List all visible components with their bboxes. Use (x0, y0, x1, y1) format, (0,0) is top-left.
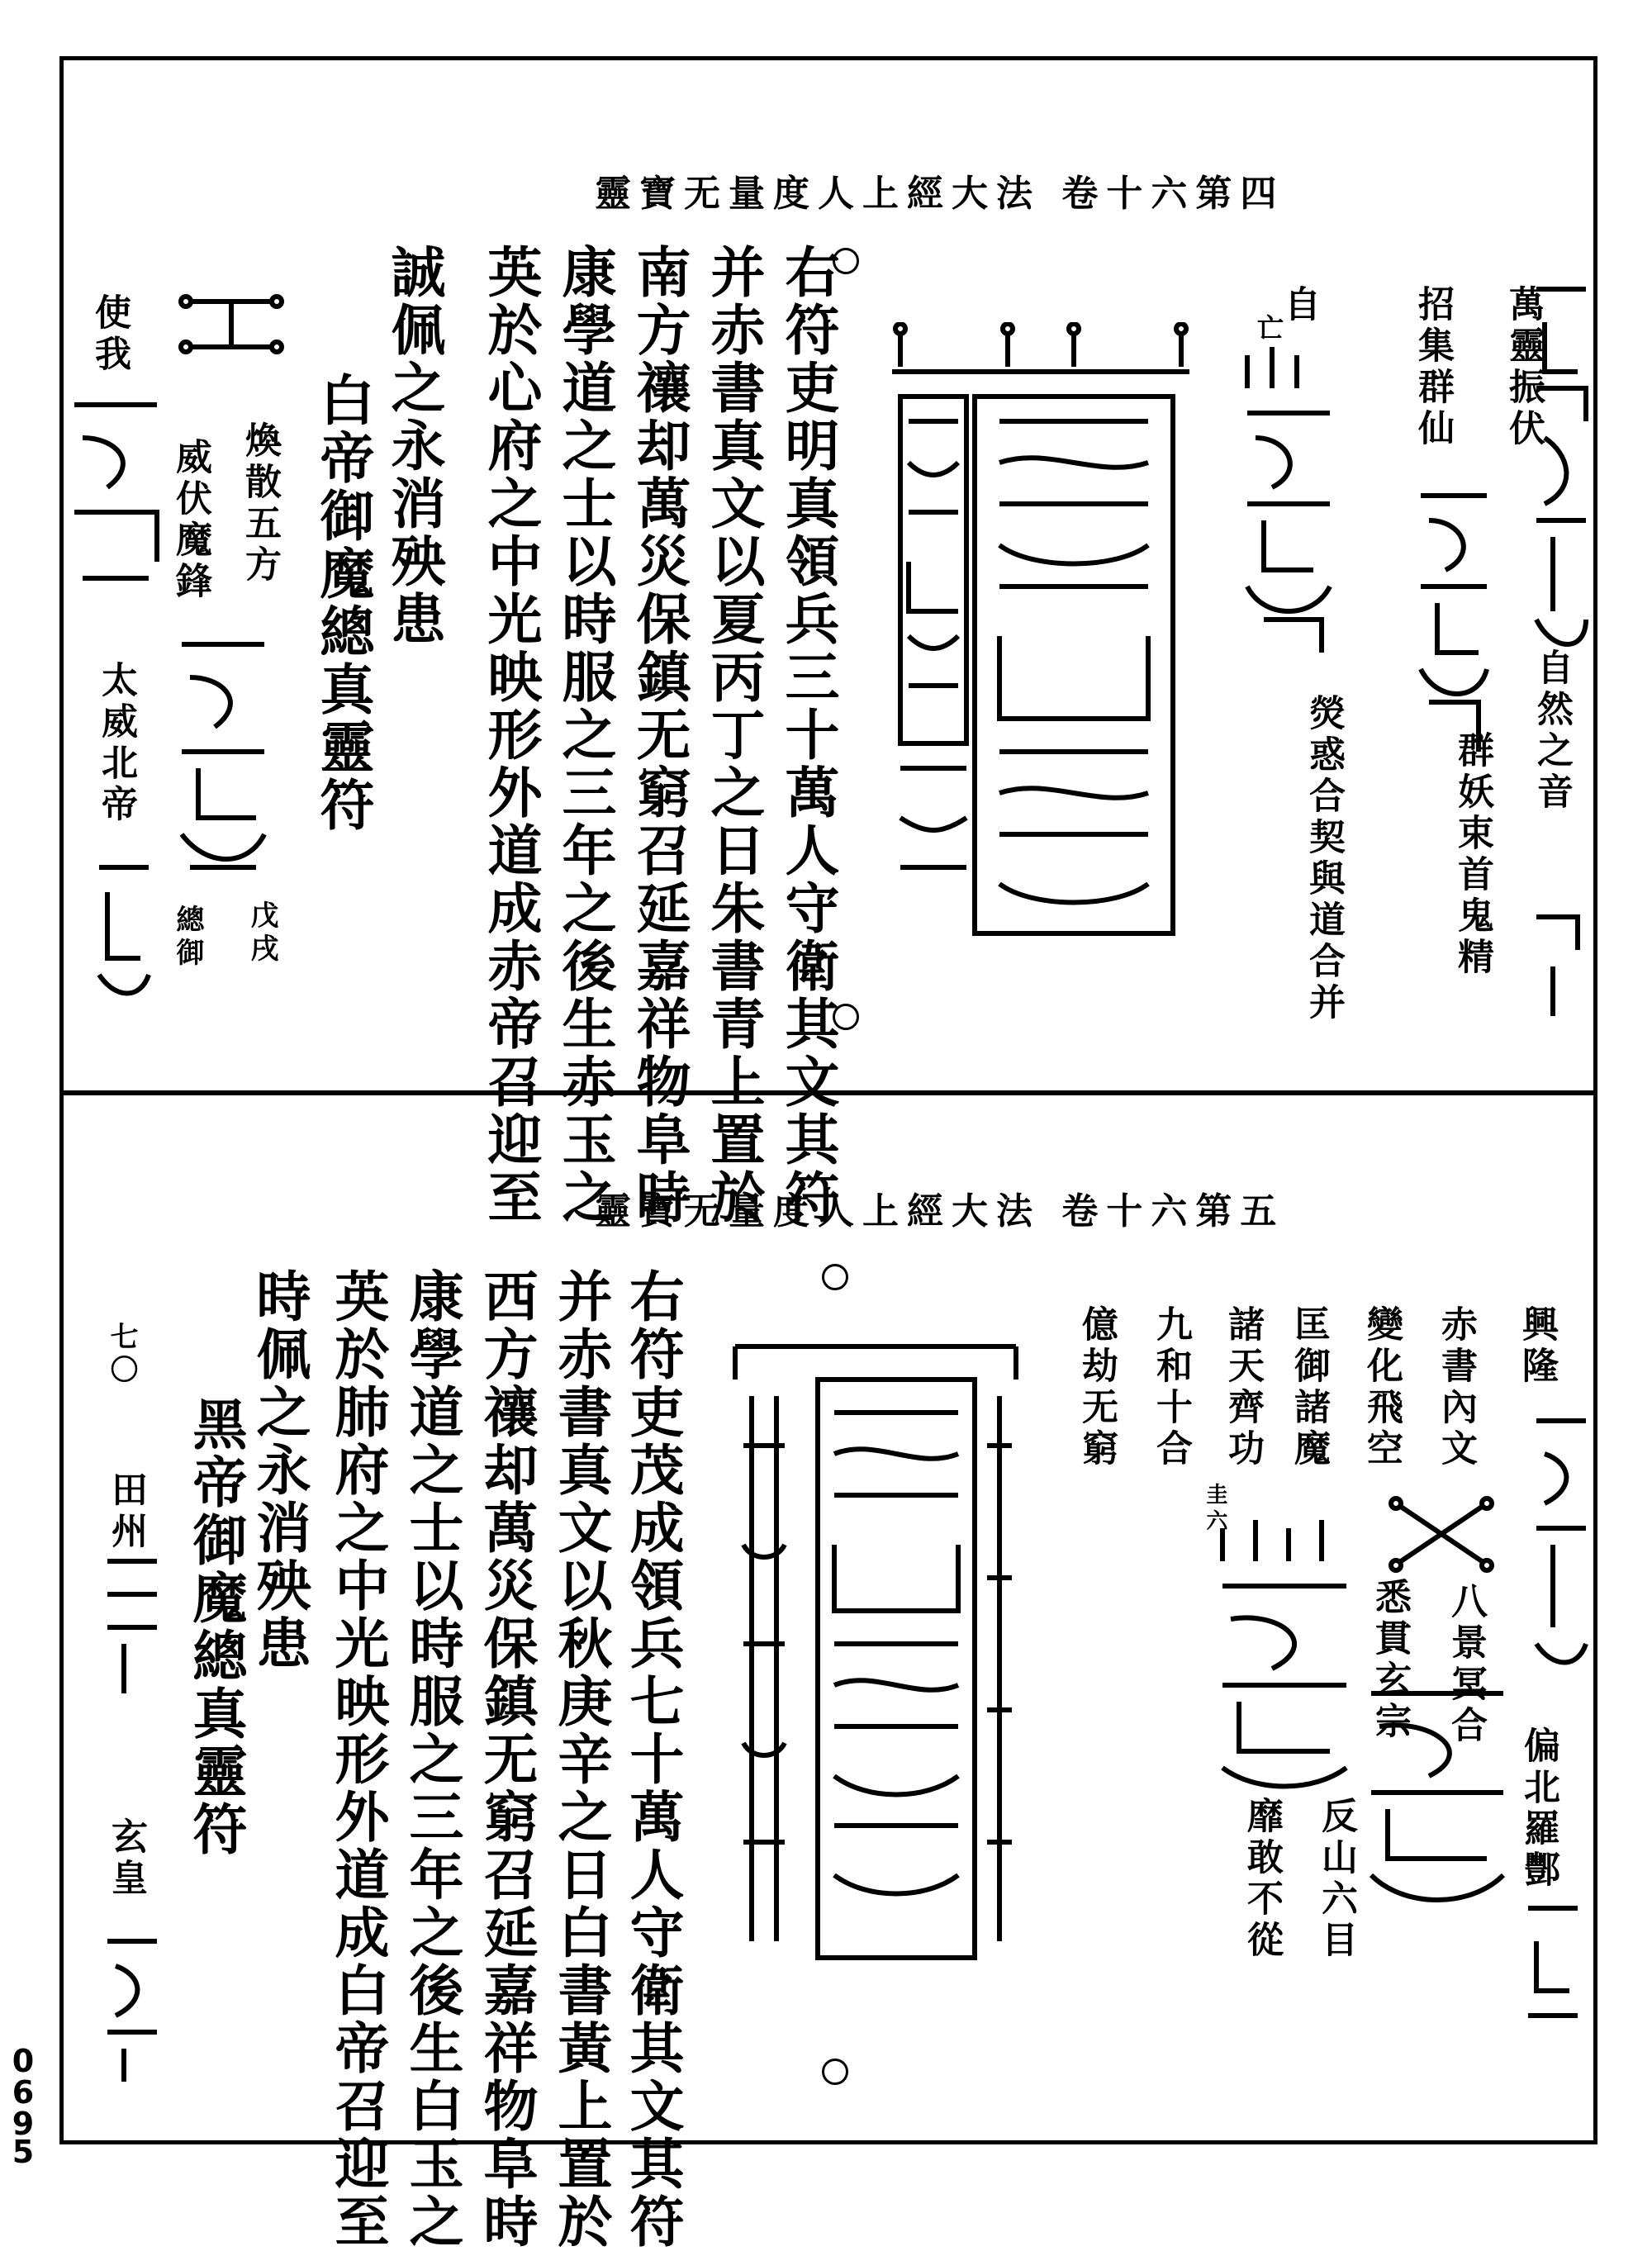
left-text: 使我 (88, 293, 131, 376)
talisman-glyph-icon (1528, 273, 1602, 1016)
talisman-glyph-icon (66, 388, 173, 636)
top-talisman-text: 亡 (1253, 314, 1284, 345)
top-talisman-text: 自 (1278, 285, 1320, 326)
left-note: 總御 (171, 905, 204, 971)
central-talisman-icon (727, 1330, 1032, 2007)
bottom-talisman-text: 匡御諸魔 (1288, 1305, 1330, 1470)
body-text-column: 并赤書真文以秋庚辛之日白書黃上置於 (548, 1268, 613, 2251)
talisman-glyph-icon (1528, 1404, 1594, 1685)
talisman-glyph-icon (173, 628, 281, 900)
left-text: 煥散五方 (239, 421, 281, 586)
talisman-glyph-icon (99, 1545, 165, 1710)
talisman-glyph-icon (1214, 1512, 1355, 1793)
bottom-talisman-text: 赤書內文 (1435, 1305, 1477, 1470)
body-text-column: 西方禳却萬災保鎮无窮召延嘉祥物阜時 (474, 1268, 539, 2251)
talisman-glyph-icon (1363, 1677, 1512, 1916)
bottom-talisman-text: 反山六目 (1315, 1797, 1357, 1962)
bottom-talisman-note: 圭六 (1203, 1483, 1227, 1536)
left-text: 太威北帝 (95, 661, 137, 826)
left-text: 威伏魔鋒 (169, 438, 211, 603)
talisman-title: 黑帝御魔總真靈符 (183, 1396, 248, 1859)
bottom-talisman-text: 靡敢不從 (1241, 1797, 1283, 1962)
body-text-column: 誠佩之永消殃患 (382, 244, 446, 648)
body-text-column: 右符吏明真領兵三十萬人守衛其文其符 (776, 244, 840, 1227)
talisman-glyph-icon (1239, 339, 1346, 669)
section-marker-icon (822, 1264, 848, 1290)
bottom-page-header: 靈寶无量度人上經大法 卷十六第五 (595, 1190, 1285, 1232)
talisman-glyph-icon (178, 289, 285, 363)
top-talisman-text: 自然之音 (1531, 648, 1573, 814)
body-text-column: 康學道之士以時服之三年之後生赤玉之 (553, 244, 617, 1227)
page-number-digit: 9 (12, 2106, 35, 2142)
page-number-digit: 5 (12, 2134, 35, 2170)
left-text: 七〇 (105, 1322, 138, 1388)
talisman-glyph-icon (1388, 1495, 1503, 1578)
talisman-glyph-icon (1412, 479, 1503, 768)
body-text-column: 英於心府之中光映形外道成赤帝召迎至 (478, 244, 543, 1227)
bottom-talisman-text: 諸天齊功 (1222, 1305, 1264, 1470)
bottom-talisman-text: 八景冥合 (1445, 1582, 1487, 1747)
top-talisman-text: 熒惑合契與道合并 (1303, 694, 1345, 1024)
section-marker-icon (822, 2059, 848, 2085)
bottom-talisman-text: 變化飛空 (1360, 1305, 1403, 1470)
body-text-column: 康學道之士以時服之三年之後生白玉之 (400, 1268, 464, 2251)
left-text: 田州 (105, 1470, 147, 1553)
body-text-column: 并赤書真文以夏丙丁之日朱書青上置於 (701, 244, 766, 1227)
talisman-glyph-icon (91, 851, 157, 1016)
page-number-digit: 6 (12, 2074, 35, 2111)
bottom-talisman-text: 九和十合 (1150, 1305, 1192, 1470)
page-number-digit: 0 (12, 2043, 35, 2079)
talisman-title: 白帝御魔總真靈符 (311, 372, 375, 834)
bottom-talisman-text: 偏北羅酆 (1517, 1726, 1559, 1892)
bottom-talisman-text: 興隆 (1516, 1305, 1558, 1388)
body-text-column: 英於肺府之中光映形外道成白帝召迎至 (325, 1268, 390, 2251)
body-text-column: 時佩之永消殃患 (247, 1268, 311, 1673)
talisman-glyph-icon (99, 1925, 165, 2090)
talisman-glyph-icon (1520, 1892, 1586, 2040)
top-talisman-text: 招集群仙 (1412, 285, 1454, 450)
top-page-header: 靈寶无量度人上經大法 卷十六第四 (595, 173, 1285, 215)
top-talisman-text: 群妖束首鬼精 (1451, 731, 1493, 979)
bottom-talisman-text: 億劫无窮 (1075, 1305, 1118, 1470)
body-text-column: 右符吏茂成領兵七十萬人守衛其文其符 (620, 1268, 685, 2251)
body-text-column: 南方禳却萬災保鎮无窮召延嘉祥物阜時 (627, 244, 691, 1227)
left-note: 戊戌 (245, 900, 278, 966)
bottom-talisman-text: 悉貫玄宗 (1369, 1578, 1411, 1743)
central-talisman-icon (884, 322, 1198, 975)
left-text: 玄皇 (105, 1817, 147, 1900)
top-talisman-text: 萬靈振伏 (1502, 285, 1545, 450)
